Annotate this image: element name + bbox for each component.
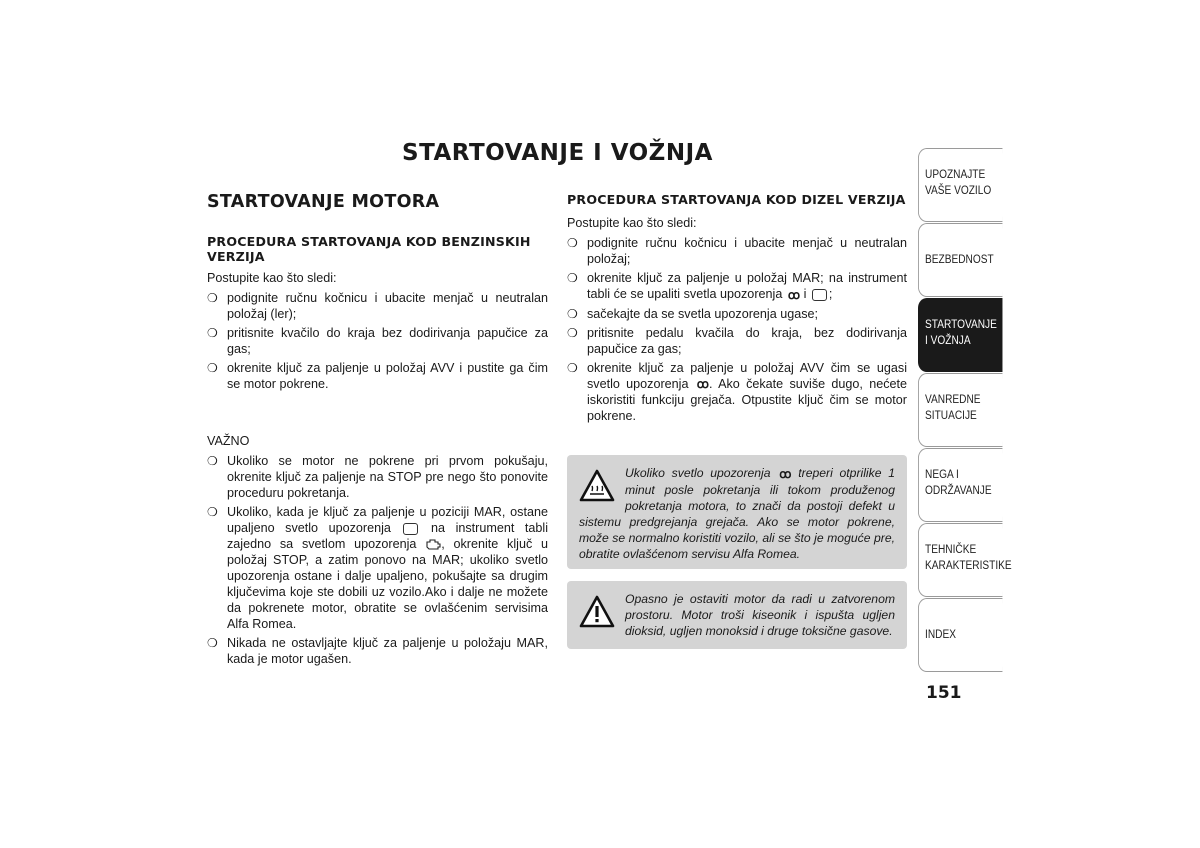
section-title: STARTOVANJE MOTORA (207, 192, 440, 212)
tab-upoznajte-vase-vozilo[interactable]: UPOZNAJTE VAŠE VOZILO (918, 148, 1002, 222)
circle-bullet-icon: ❍ (207, 291, 218, 305)
circle-bullet-icon: ❍ (207, 636, 218, 650)
important-list (207, 453, 548, 667)
tab-bezbednost[interactable]: BEZBEDNOST (918, 223, 1002, 297)
glow-plug-warning-icon: ꝏ (787, 287, 799, 302)
left-column (207, 192, 548, 670)
circle-bullet-icon: ❍ (207, 505, 218, 519)
important-label: VAŽNO (207, 434, 250, 448)
page-title: STARTOVANJE I VOŽNJA (402, 140, 713, 166)
subsection-title-diesel: PROCEDURA STARTOVANJA KOD DIZEL VERZIJA (567, 192, 906, 207)
list-item: ❍ pritisnite kvačilo do kraja bez dodirivanja papučice za gas; (207, 326, 548, 356)
list-item: ❍ Nikada ne ostavljajte ključ za paljenje u položaju MAR, kada je motor ugašen. (207, 636, 548, 666)
intro-text: Postupite kao što sledi: (207, 271, 337, 285)
circle-bullet-icon: ❍ (567, 306, 578, 321)
circle-bullet-icon: ❍ (567, 360, 578, 375)
list-item: ❍ podignite ručnu kočnicu i ubacite menjač u neutralan položaj; (567, 236, 907, 266)
glow-plug-warning-icon: ꝏ (779, 466, 790, 481)
subsection-title-petrol: PROCEDURA STARTOVANJA KOD BENZINSKIH VERZIJA (207, 234, 531, 264)
list-item: ❍ Ukoliko se motor ne pokrene pri prvom pokušaju, okrenite ključ za paljenje na STOP pre nego što ponovite proceduru pokretanja. (207, 454, 548, 500)
circle-bullet-icon: ❍ (567, 236, 578, 250)
hot-surface-warning-icon (579, 469, 615, 503)
tab-vanredne-situacije[interactable]: VANREDNE SITUACIJE (918, 373, 1002, 447)
list-item: ❍ okrenite ključ za paljenje u položaj AVV i pustite ga čim se motor pokrene. (207, 361, 548, 391)
diesel-steps-list (567, 235, 907, 424)
circle-bullet-icon: ❍ (207, 361, 218, 375)
warning-triangle-icon (579, 595, 615, 629)
circle-bullet-icon: ❍ (567, 271, 578, 285)
immobilizer-warning-icon (403, 523, 418, 535)
tab-index[interactable]: INDEX (918, 598, 1002, 672)
right-column (567, 192, 907, 427)
list-item: ❍ okrenite ključ za paljenje u položaj AVV čim se ugasi svetlo upozorenja ꝏ . Ako čekate suviše dugo, nećete iskoristiti funkciju grejača. Otpustite ključ čim se motor pokrene. (567, 360, 908, 424)
list-item: ❍ podignite ručnu kočnicu i ubacite menjač u neutralan položaj (ler); (207, 291, 548, 321)
tab-tehnicke-karakteristike[interactable]: TEHNIČKE KARAKTERISTIKE (918, 523, 1002, 597)
engine-check-icon (425, 539, 441, 550)
circle-bullet-icon: ❍ (207, 454, 218, 468)
side-navigation (918, 148, 1014, 673)
tab-nega-i-odrzavanje[interactable]: NEGA I ODRŽAVANJE (918, 448, 1002, 522)
list-item: ❍ Ukoliko, kada je ključ za paljenje u poziciji MAR, ostane upaljeno svetlo upozorenja na instrument tabli zajedno sa svetlom upozorenja , okrenite ključ u položaj STOP, a zatim ponovo na MAR; ukoliko svetlo upozorenja ostane i dalje upaljeno, pokušajte sa drugim ključevima koje ste dobili uz vozilo.Ako i dalje ne možete da pokrenete motor, obratite se ovlašćenim servisima Alfa Romea. (207, 505, 549, 631)
petrol-steps-list (207, 290, 548, 392)
immobilizer-warning-icon (812, 289, 827, 301)
list-item: ❍ sačekajte da se svetla upozorenja ugase; (567, 306, 819, 321)
circle-bullet-icon: ❍ (207, 326, 218, 340)
glow-plug-warning-box: Ukoliko svetlo upozorenja ꝏ treperi otprilike 1 minut posle pokretanja ili tokom produženog pokretanja motora, to znači da postoji defekt u sistemu predgrejanja grejača. Ako se motor pokrene, može se normalno koristiti vozilo, ali se što je moguće pre, obratite ovlašćenom servisu Alfa Romea. (567, 455, 907, 569)
glow-plug-warning-icon: ꝏ (696, 377, 708, 392)
list-item: ❍ okrenite ključ za paljenje u položaj MAR; na instrument tabli će se upaliti svetla upozorenja ꝏ i ; (567, 271, 907, 302)
danger-warning-box: Opasno je ostaviti motor da radi u zatvorenom prostoru. Motor troši kiseonik i ispušta ugljen dioksid, ugljen monoksid i druge toksične gasove. (567, 581, 907, 649)
tab-startovanje-i-voznja[interactable]: STARTOVANJE I VOŽNJA (918, 298, 1002, 372)
page-number: 151 (926, 683, 962, 703)
intro-text: Postupite kao što sledi: (567, 216, 697, 230)
circle-bullet-icon: ❍ (567, 325, 578, 340)
list-item: ❍ pritisnite pedalu kvačila do kraja, bez dodirivanja papučice za gas; (567, 325, 907, 356)
